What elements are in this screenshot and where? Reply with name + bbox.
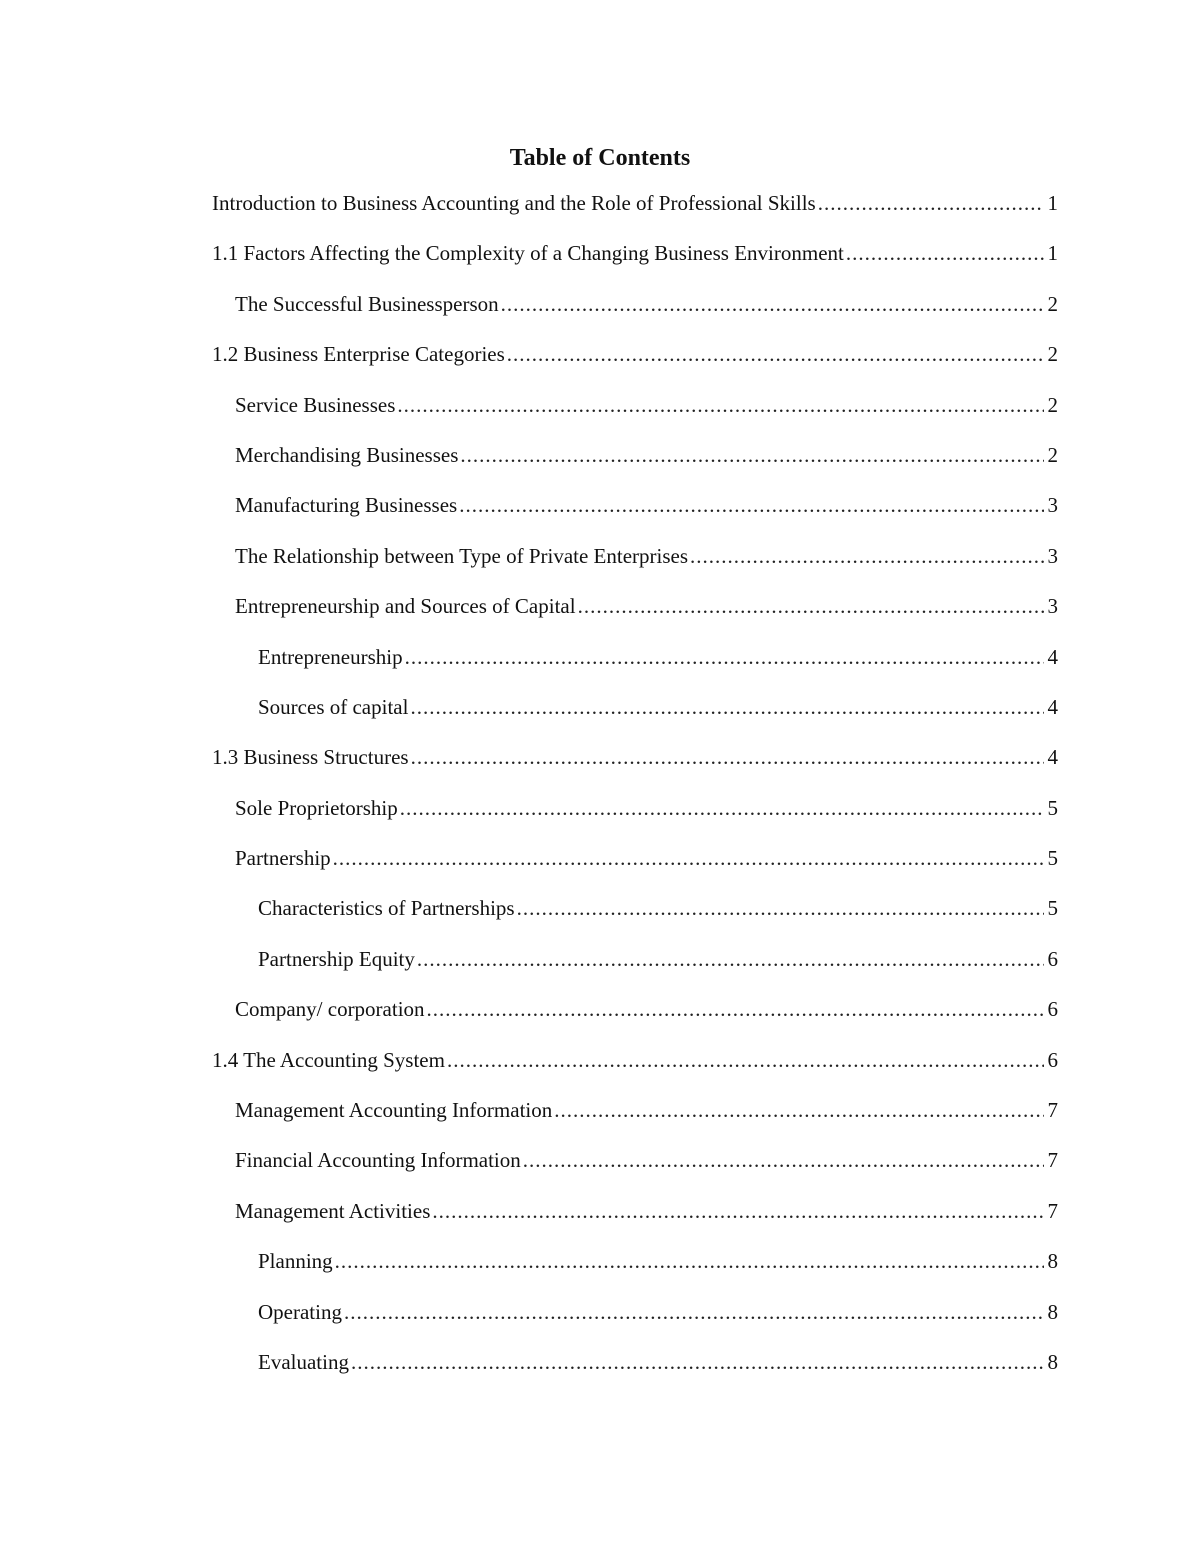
toc-entry-title: Evaluating [258, 1349, 349, 1374]
toc-page-number: 5 [1047, 896, 1058, 921]
toc-page-number: 2 [1047, 392, 1058, 417]
toc-page-number: 1 [1047, 241, 1058, 266]
toc-entry-title: 1.4 The Accounting System [212, 1047, 445, 1072]
toc-page-number: 7 [1047, 1148, 1058, 1173]
toc-page-number: 6 [1047, 1047, 1058, 1072]
toc-page-number: 6 [1047, 997, 1058, 1022]
toc-entry[interactable] [212, 1245, 1058, 1295]
toc-page-number: 4 [1047, 694, 1058, 719]
toc-entry[interactable] [212, 1195, 1058, 1245]
toc-entry[interactable] [212, 187, 1058, 237]
toc-entry-title: 1.1 Factors Affecting the Complexity of a Changing Business Environment [212, 241, 844, 266]
toc-entry-title: The Relationship between Type of Private Enterprises [235, 543, 689, 568]
toc-entry[interactable] [212, 439, 1058, 489]
toc-entry[interactable] [212, 741, 1058, 791]
toc-page-number: 7 [1047, 1198, 1058, 1223]
toc-entry-title: Partnership Equity [258, 946, 415, 971]
toc-entry[interactable] [212, 641, 1058, 691]
toc-page-number: 8 [1047, 1349, 1058, 1374]
toc-entry-title: Characteristics of Partnerships [258, 896, 515, 921]
toc-dot-leader [335, 1245, 1044, 1277]
toc-entry-title: Company/ corporation [235, 997, 425, 1022]
toc-page-number: 5 [1047, 795, 1058, 820]
toc-dot-leader [333, 842, 1044, 874]
toc-entry[interactable] [212, 237, 1058, 287]
toc-entry-title: Operating [258, 1299, 342, 1324]
toc-page-number: 4 [1047, 644, 1058, 669]
toc-page-number: 3 [1047, 594, 1058, 619]
toc-page-number: 6 [1047, 946, 1058, 971]
toc-entry[interactable] [212, 1144, 1058, 1194]
toc-dot-leader [460, 439, 1043, 471]
toc-entry-title: Introduction to Business Accounting and the Role of Professional Skills [212, 191, 816, 215]
toc-dot-leader [517, 892, 1044, 924]
toc-entry-title: 1.2 Business Enterprise Categories [212, 342, 505, 367]
toc-entry[interactable] [212, 590, 1058, 640]
toc-dot-leader [447, 1044, 1044, 1076]
toc-entry-title: Merchandising Businesses [235, 442, 459, 467]
toc-page-number: 2 [1047, 442, 1058, 467]
toc-entry[interactable] [212, 1044, 1058, 1094]
toc-entry-title: Sole Proprietorship [235, 795, 398, 820]
toc-dot-leader [578, 590, 1044, 622]
toc-entry[interactable] [212, 1296, 1058, 1346]
toc-entry[interactable] [212, 1346, 1058, 1396]
toc-entry-title: Planning [258, 1249, 333, 1274]
toc-entry-title: Service Businesses [235, 392, 396, 417]
toc-page-number: 8 [1047, 1249, 1058, 1274]
toc-dot-leader [397, 389, 1043, 421]
toc-dot-leader [846, 237, 1044, 269]
toc-title: Table of Contents [509, 145, 691, 171]
toc-entry[interactable] [212, 540, 1058, 590]
toc-entry[interactable] [212, 338, 1058, 388]
toc-dot-leader [459, 489, 1043, 521]
toc-entry[interactable] [212, 943, 1058, 993]
toc-entry-title: Entrepreneurship [258, 644, 403, 669]
toc-dot-leader [410, 691, 1043, 723]
toc-page-number: 3 [1047, 493, 1058, 518]
toc-page-number: 4 [1047, 745, 1058, 770]
toc-entry[interactable] [212, 1094, 1058, 1144]
toc-entry-title: The Successful Businessperson [235, 291, 499, 316]
toc-page-number: 3 [1047, 543, 1058, 568]
toc-entry-title: Management Accounting Information [235, 1098, 553, 1123]
toc-dot-leader [818, 187, 1044, 219]
toc-entry[interactable] [212, 288, 1058, 338]
toc-entry-title: Financial Accounting Information [235, 1148, 521, 1173]
toc-dot-leader [507, 338, 1044, 370]
toc-dot-leader [417, 943, 1044, 975]
toc-entry[interactable] [212, 892, 1058, 942]
toc-entry[interactable] [212, 489, 1058, 539]
toc-entry[interactable] [212, 842, 1058, 892]
toc-dot-leader [351, 1346, 1044, 1378]
toc-page-number: 7 [1047, 1098, 1058, 1123]
toc-dot-leader [427, 993, 1044, 1025]
toc-entry[interactable] [212, 993, 1058, 1043]
toc-dot-leader [344, 1296, 1044, 1328]
toc-entry[interactable] [212, 691, 1058, 741]
toc-entry-title: 1.3 Business Structures [212, 745, 409, 770]
toc-list [212, 187, 1058, 1396]
toc-page-number: 2 [1047, 291, 1058, 316]
toc-dot-leader [400, 792, 1044, 824]
toc-page-number: 2 [1047, 342, 1058, 367]
toc-entry[interactable] [212, 389, 1058, 439]
toc-entry-title: Partnership [235, 846, 331, 871]
toc-dot-leader [554, 1094, 1043, 1126]
toc-entry-title: Entrepreneurship and Sources of Capital [235, 594, 576, 619]
toc-dot-leader [523, 1144, 1044, 1176]
toc-dot-leader [411, 741, 1044, 773]
toc-entry-title: Manufacturing Businesses [235, 493, 458, 518]
toc-dot-leader [405, 641, 1044, 673]
toc-dot-leader [501, 288, 1044, 320]
toc-entry-title: Sources of capital [258, 694, 409, 719]
toc-dot-leader [690, 540, 1043, 572]
toc-page-number: 1 [1047, 191, 1058, 215]
toc-entry[interactable] [212, 792, 1058, 842]
toc-entry-title: Management Activities [235, 1198, 431, 1223]
toc-dot-leader [432, 1195, 1043, 1227]
toc-page-number: 5 [1047, 846, 1058, 871]
toc-page-number: 8 [1047, 1299, 1058, 1324]
